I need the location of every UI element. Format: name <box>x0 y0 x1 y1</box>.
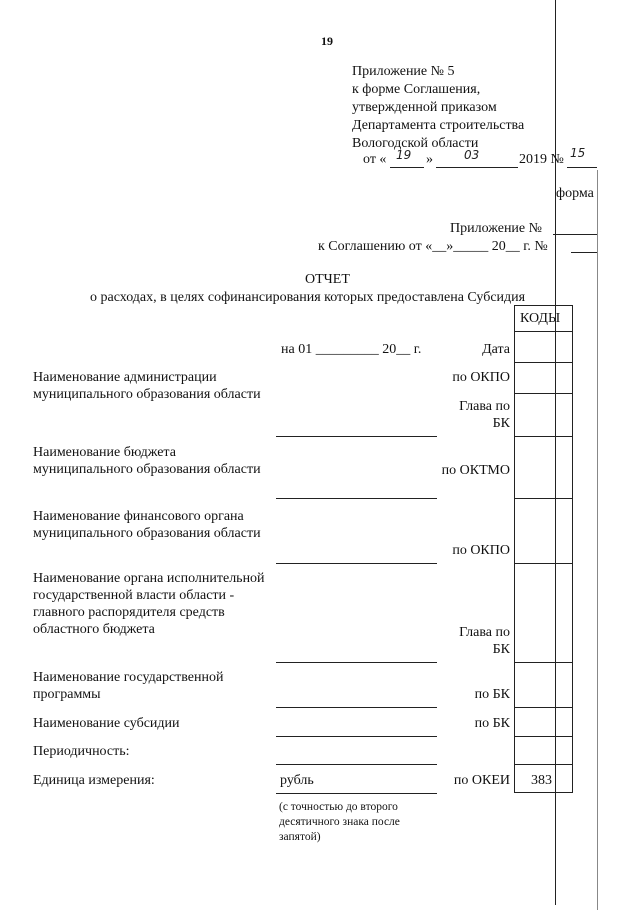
codes-sep <box>514 393 573 394</box>
number-underline <box>567 167 597 168</box>
forma-label: форма <box>556 186 594 201</box>
fill-line <box>276 436 437 437</box>
row-label-state-program: Наименование государственной программы <box>33 670 224 702</box>
handwritten-day: 19 <box>396 148 412 162</box>
fill-line <box>276 707 437 708</box>
code-label-okpo-1: по ОКПО <box>452 370 510 385</box>
row-label-executive-body: Наименование органа исполнительной государственной власти области - главного распорядителя средств областного бюджета <box>33 571 265 637</box>
codes-sep <box>514 662 573 663</box>
appendix-line-5: Вологодской области <box>352 136 479 151</box>
agreement-number2-underline <box>571 252 597 253</box>
agreement-number-underline <box>553 234 597 235</box>
handwritten-number: 15 <box>570 146 586 160</box>
codes-sep <box>514 764 573 765</box>
appendix-line-1: Приложение № 5 <box>352 64 455 79</box>
fill-line <box>276 764 437 765</box>
row-label-budget: Наименование бюджета муниципального образования области <box>33 445 261 477</box>
report-date-line: на 01 _________ 20__ г. <box>281 342 422 357</box>
row-label-unit: Единица измерения: <box>33 773 155 788</box>
codes-header: КОДЫ <box>520 311 561 326</box>
fill-line <box>276 662 437 663</box>
appendix-year: 2019 № <box>519 152 564 167</box>
code-label-bk-2: по БК <box>474 716 510 731</box>
fill-line <box>276 563 437 564</box>
code-label-oktmo <box>440 462 510 479</box>
codes-sep <box>514 362 573 363</box>
codes-sep <box>514 436 573 437</box>
page-number: 19 <box>321 34 333 48</box>
codes-sep <box>514 331 573 332</box>
code-label-glava-bk-2: Глава по БК <box>459 625 510 657</box>
agreement-line-2: к Соглашению от «__»_____ 20__ г. № <box>318 239 548 254</box>
okei-code-value: 383 <box>531 773 552 788</box>
handwritten-month: 03 <box>464 148 480 162</box>
code-label-date: Дата <box>482 342 510 357</box>
month-underline <box>436 167 518 168</box>
scan-edge-line-faint <box>597 170 598 910</box>
codes-sep <box>514 736 573 737</box>
appendix-date-mid: » <box>426 152 433 167</box>
agreement-line-1: Приложение № <box>450 221 542 236</box>
row-label-administration: Наименование администрации муниципального образования области <box>33 370 261 402</box>
report-title: ОТЧЕТ <box>305 272 350 287</box>
precision-note: (с точностью до второго десятичного знака после запятой) <box>279 801 400 843</box>
code-label-glava-bk-1: Глава по БК <box>459 399 510 431</box>
row-label-periodicity: Периодичность: <box>33 744 130 759</box>
appendix-line-2: к форме Соглашения, <box>352 82 481 97</box>
report-subtitle: о расходах, в целях софинансирования которых предоставлена Субсидия <box>90 290 526 305</box>
appendix-date-prefix: от « <box>363 152 387 167</box>
codes-sep <box>514 498 573 499</box>
appendix-line-4: Департамента строительства <box>352 118 525 133</box>
codes-table <box>514 305 573 793</box>
codes-sep <box>514 707 573 708</box>
fill-line <box>276 736 437 737</box>
fill-line <box>276 498 437 499</box>
code-label-oktmo-text: по ОКТМО <box>441 463 510 478</box>
row-label-subsidy: Наименование субсидии <box>33 716 180 731</box>
code-label-bk-1: по БК <box>474 687 510 702</box>
code-label-okpo-2: по ОКПО <box>452 543 510 558</box>
fill-line <box>276 793 437 794</box>
code-label-okei: по ОКЕИ <box>453 773 510 788</box>
codes-sep <box>514 563 573 564</box>
day-underline <box>390 167 424 168</box>
appendix-line-3: утвержденной приказом <box>352 100 497 115</box>
row-label-finance-body: Наименование финансового органа муниципального образования области <box>33 509 261 541</box>
unit-value: рубль <box>280 773 314 788</box>
